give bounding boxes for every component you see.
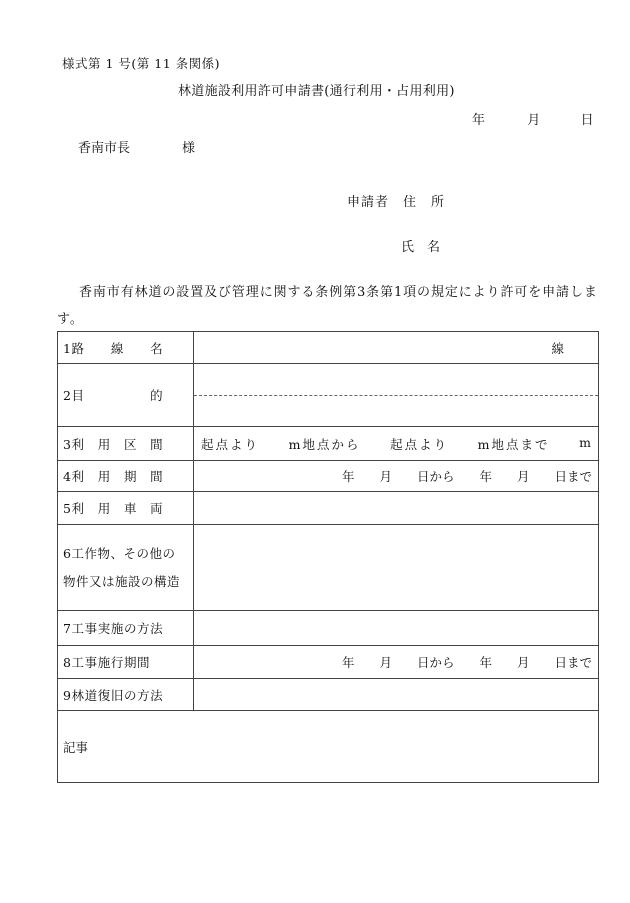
date-line — [472, 109, 594, 128]
route-name-label-cell — [58, 332, 194, 364]
purpose-field[interactable] — [194, 364, 599, 427]
route-name-suffix: 線 — [551, 340, 564, 356]
remarks-label: 記事 — [63, 739, 89, 755]
construction-period-label: 8工事施行期間 — [63, 655, 151, 670]
period-value: 年 月 日から 年 月 日まで — [341, 469, 592, 484]
addressee-name: 香南市長 — [78, 141, 131, 156]
restoration-label-cell — [58, 679, 194, 711]
applicant-name-label: 氏 名 — [401, 240, 441, 255]
application-table — [57, 331, 599, 783]
date-month: 月 — [527, 113, 541, 128]
section-to-text: m地点まで — [477, 436, 550, 452]
section-label-cell — [58, 427, 194, 461]
period-label: 4利 用 期 間 — [63, 469, 164, 484]
vehicle-label: 5利 用 車 両 — [63, 501, 164, 516]
form-number: 様式第 1 号(第 11 条関係) — [62, 56, 221, 71]
row-structure — [58, 525, 599, 611]
structure-label: 6工作物、その他の物件又は施設の構造 — [63, 545, 181, 589]
period-label-cell — [58, 461, 194, 492]
section-field[interactable] — [194, 427, 599, 461]
row-construction-period — [58, 646, 599, 679]
purpose-label: 2目 的 — [63, 388, 164, 403]
row-route-name — [58, 332, 599, 364]
row-vehicle — [58, 492, 599, 525]
route-name-label: 1路 線 名 — [63, 340, 164, 356]
row-section — [58, 427, 599, 461]
section-start-text: 起点より — [201, 436, 260, 452]
restoration-field[interactable] — [194, 679, 599, 711]
structure-field[interactable] — [194, 525, 599, 611]
applicant-address-label: 申請者 住 所 — [347, 195, 446, 210]
method-label: 7工事実施の方法 — [63, 621, 164, 636]
construction-period-label-cell — [58, 646, 194, 679]
purpose-label-cell — [58, 364, 194, 427]
document-title: 林道施設利用許可申請書(通行利用・占用利用) — [178, 84, 455, 99]
section-start-text-2: 起点より — [390, 436, 449, 452]
section-unit: m — [579, 434, 593, 450]
route-name-field[interactable] — [194, 332, 599, 364]
remarks-field[interactable] — [58, 711, 599, 783]
restoration-label: 9林道復旧の方法 — [63, 687, 164, 703]
vehicle-field[interactable] — [194, 492, 599, 525]
vehicle-label-cell — [58, 492, 194, 525]
row-method — [58, 611, 599, 646]
section-label: 3利 用 区 間 — [63, 436, 164, 452]
construction-period-value: 年 月 日から 年 月 日まで — [341, 655, 592, 670]
method-label-cell — [58, 611, 194, 646]
row-period — [58, 461, 599, 492]
purpose-dashed-divider — [194, 395, 598, 396]
construction-period-field[interactable] — [194, 646, 599, 679]
addressee — [78, 137, 195, 156]
row-restoration — [58, 679, 599, 711]
addressee-honorific: 様 — [182, 141, 196, 156]
section-from-text: m地点から — [288, 436, 361, 452]
date-day: 日 — [580, 113, 594, 128]
method-field[interactable] — [194, 611, 599, 646]
row-remarks — [58, 711, 599, 783]
period-field[interactable] — [194, 461, 599, 492]
row-purpose — [58, 364, 599, 427]
application-statement: 香南市有林道の設置及び管理に関する条例第3条第1項の規定により許可を申請します。 — [57, 285, 598, 327]
structure-label-cell — [58, 525, 194, 611]
date-year: 年 — [472, 113, 486, 128]
